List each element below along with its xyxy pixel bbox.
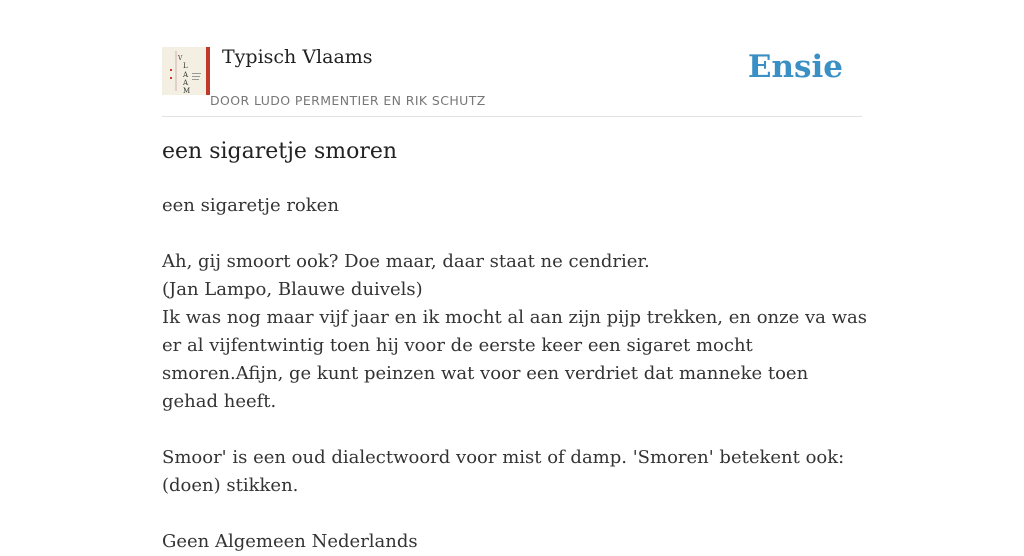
svg-text:M: M bbox=[183, 87, 191, 95]
page bbox=[162, 0, 867, 552]
ensie-logo-link[interactable]: Ensie bbox=[747, 49, 843, 85]
book-authors: DOOR LUDO PERMENTIER EN RIK SCHUTZ bbox=[210, 93, 486, 108]
entry-body bbox=[162, 192, 867, 556]
entry-title: een sigaretje smoren bbox=[162, 139, 398, 164]
entry-etymology: Smoor' is een oud dialectwoord voor mist of damp. 'Smoren' betekent ook: (doen) stikken. bbox=[162, 447, 845, 496]
entry-definition: een sigaretje roken bbox=[162, 195, 339, 216]
book-header bbox=[162, 0, 862, 117]
book-title[interactable]: Typisch Vlaams bbox=[222, 46, 373, 68]
paragraph-spacer bbox=[162, 416, 867, 444]
entry-example-source: (Jan Lampo, Blauwe duivels) bbox=[162, 279, 423, 300]
svg-text:L: L bbox=[183, 62, 188, 70]
paragraph-spacer bbox=[162, 500, 867, 528]
book-cover-art bbox=[162, 47, 210, 95]
svg-text:A: A bbox=[183, 79, 189, 87]
svg-text:V: V bbox=[178, 55, 183, 62]
entry-explanation: Ik was nog maar vijf jaar en ik mocht al aan zijn pijp trekken, en onze va was er al vijfentwintig toen hij voor de eerste keer een sigaret mocht smoren.Afijn, ge kunt peinzen wat voor een verdriet dat manneke toen gehad heeft. bbox=[162, 307, 867, 412]
entry-language-note: Geen Algemeen Nederlands bbox=[162, 531, 418, 552]
paragraph-spacer bbox=[162, 220, 867, 248]
entry-example-quote: Ah, gij smoort ook? Doe maar, daar staat ne cendrier. bbox=[162, 251, 650, 272]
cover-red-stripe bbox=[206, 47, 210, 95]
svg-text:A: A bbox=[183, 71, 189, 79]
book-cover-image[interactable] bbox=[162, 47, 210, 95]
